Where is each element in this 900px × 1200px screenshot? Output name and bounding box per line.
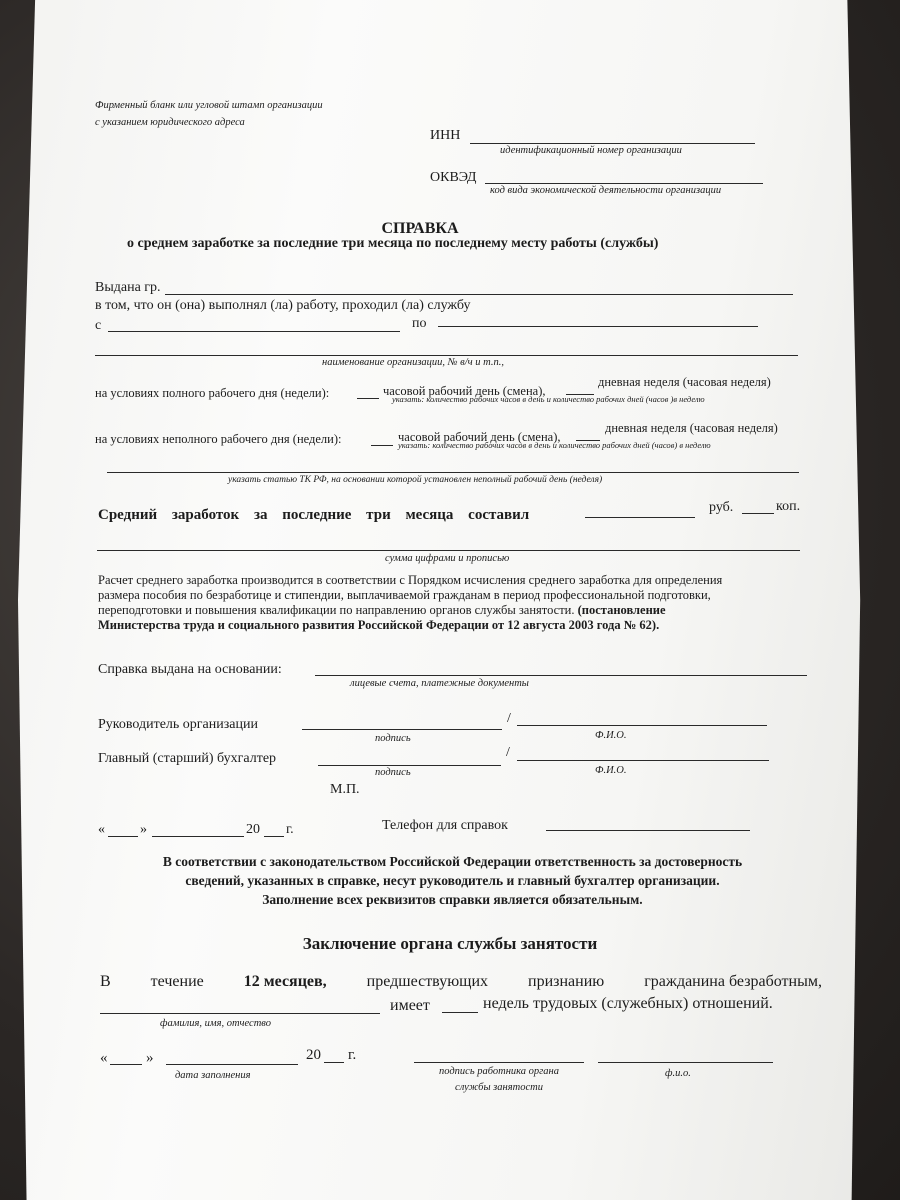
- conclusion-date-close-quote: »: [146, 1050, 154, 1066]
- accountant-sign-caption: подпись: [375, 767, 411, 778]
- responsibility-line-1: В соответствии с законодательством Российской Федерации ответственность за достоверность: [162, 854, 743, 869]
- earnings-kop-field[interactable]: [742, 513, 774, 514]
- inn-field[interactable]: [470, 143, 755, 144]
- phone-label: Телефон для справок: [382, 818, 508, 833]
- stamp-place-mark: М.П.: [330, 782, 360, 797]
- period-to-label: по: [412, 316, 427, 331]
- document-subtitle: о среднем заработке за последние три месяца по последнему месту работы (службы): [127, 236, 659, 251]
- earnings-words-field[interactable]: [97, 550, 800, 551]
- accountant-slash: /: [506, 745, 510, 760]
- full-time-caption: указать: количество рабочих часов в день и количество рабочих дней (часов )в неделю: [392, 394, 705, 404]
- okved-label: ОКВЭД: [430, 170, 477, 185]
- officer-fio-field[interactable]: [598, 1062, 773, 1063]
- full-time-label: на условиях полного рабочего дня (недели):: [95, 386, 330, 400]
- work-statement: в том, что он (она) выполнял (ла) работу, проходил (ла) службу: [95, 298, 471, 313]
- conclusion-date-year-field[interactable]: [324, 1062, 344, 1063]
- conclusion-weeks-label: недель трудовых (служебных) отношений.: [483, 995, 773, 1012]
- date-day-field[interactable]: [108, 836, 138, 837]
- conclusion-line-1: [100, 973, 822, 991]
- conclusion-fio-field[interactable]: [100, 1013, 380, 1014]
- head-fio-field[interactable]: [517, 725, 767, 726]
- citizen-name-field[interactable]: [165, 294, 793, 295]
- accountant-signature-field[interactable]: [318, 765, 501, 766]
- conclusion-date-open-quote: «: [100, 1050, 108, 1066]
- officer-sign-caption-1: подпись работника органа: [438, 1066, 559, 1077]
- basis-caption: лицевые счета, платежные документы: [350, 678, 529, 689]
- head-slash: /: [507, 711, 511, 726]
- document-title: СПРАВКА: [381, 220, 459, 237]
- head-label: Руководитель организации: [98, 717, 258, 732]
- calc-line-2: размера пособия по безработице и стипендии, выплачиваемой гражданам в период профессиональной подготовки,: [98, 588, 711, 602]
- conclusion-date-caption: дата заполнения: [175, 1070, 251, 1081]
- date-year-field[interactable]: [264, 836, 284, 837]
- conclusion-date-month-field[interactable]: [166, 1064, 298, 1065]
- officer-fio-caption: ф.и.о.: [665, 1068, 691, 1079]
- basis-field[interactable]: [315, 675, 807, 676]
- conclusion-weeks-field[interactable]: [442, 1012, 478, 1013]
- conclusion-months: 12 месяцев,: [243, 973, 327, 990]
- rub-label: руб.: [709, 500, 734, 515]
- head-fio-caption: Ф.И.О.: [595, 730, 627, 741]
- inn-caption: идентификационный номер организации: [500, 145, 682, 156]
- officer-sign-caption-2: службы занятости: [455, 1082, 543, 1093]
- organization-name-field[interactable]: [95, 355, 798, 356]
- date-year-suffix: г.: [286, 822, 294, 837]
- calc-line-1: Расчет среднего заработка производится в соответствии с Порядком исчисления среднего заработка для определения: [98, 573, 723, 587]
- calc-line-3-bold: (постановление: [577, 603, 666, 617]
- conclusion-word-6: гражданина безработным,: [644, 973, 822, 990]
- okved-field[interactable]: [485, 183, 763, 184]
- head-signature-field[interactable]: [302, 729, 502, 730]
- conclusion-title: Заключение органа службы занятости: [302, 934, 598, 953]
- full-time-week-label: дневная неделя (часовая неделя): [598, 375, 771, 389]
- calc-line-3-text: переподготовки и повышения квалификации по направлению органов службы занятости.: [98, 603, 575, 617]
- conclusion-word-2: течение: [150, 973, 204, 990]
- accountant-fio-caption: Ф.И.О.: [595, 765, 627, 776]
- tk-article-caption: указать статью ТК РФ, на основании которой установлен неполный рабочий день (неделя): [228, 475, 603, 485]
- part-time-hours-label: часовой рабочий день (смена),: [398, 430, 561, 444]
- inn-label: ИНН: [430, 128, 461, 143]
- part-time-week-label: дневная неделя (часовая неделя): [605, 421, 778, 435]
- tk-article-field[interactable]: [107, 472, 799, 473]
- part-time-hours-field[interactable]: [371, 445, 393, 446]
- kop-label: коп.: [776, 499, 801, 514]
- period-to-field[interactable]: [438, 326, 758, 327]
- conclusion-fio-caption: фамилия, имя, отчество: [160, 1018, 271, 1029]
- stamp-note-line1: Фирменный бланк или угловой штамп организации: [95, 100, 323, 111]
- calc-line-3: [98, 603, 666, 618]
- conclusion-word-5: признанию: [528, 973, 605, 990]
- full-time-hours-label: часовой рабочий день (смена),: [383, 384, 546, 398]
- part-time-caption: указать: количество рабочих часов в день и количество рабочих дней (часов) в неделю: [398, 440, 711, 450]
- part-time-label: на условиях неполного рабочего дня (недели):: [95, 432, 342, 446]
- date-close-quote: »: [140, 822, 147, 837]
- period-from-field[interactable]: [108, 331, 400, 332]
- average-earnings-label: Средний заработок за последние три месяца составил: [98, 507, 530, 523]
- earnings-caption: сумма цифрами и прописью: [385, 553, 510, 564]
- date-month-field[interactable]: [152, 836, 244, 837]
- full-time-hours-field[interactable]: [357, 398, 379, 399]
- conclusion-word-1: В: [100, 973, 111, 990]
- earnings-rub-field[interactable]: [585, 517, 695, 518]
- employment-officer-signature-field[interactable]: [414, 1062, 584, 1063]
- okved-caption: код вида экономической деятельности организации: [490, 185, 722, 196]
- conclusion-date-year-prefix: 20: [306, 1047, 321, 1063]
- responsibility-line-2: сведений, указанных в справке, несут руководитель и главный бухгалтер организации.: [185, 873, 720, 888]
- accountant-label: Главный (старший) бухгалтер: [98, 751, 277, 766]
- calc-line-4: Министерства труда и социального развития Российской Федерации от 12 августа 2003 года № 62).: [98, 618, 660, 632]
- conclusion-word-4: предшествующих: [366, 973, 489, 990]
- period-from-label: с: [95, 318, 102, 333]
- accountant-fio-field[interactable]: [517, 760, 769, 761]
- date-year-prefix: 20: [246, 822, 260, 837]
- issued-to-label: Выдана гр.: [95, 280, 161, 295]
- conclusion-date-year-suffix: г.: [348, 1047, 357, 1063]
- basis-label: Справка выдана на основании:: [98, 662, 282, 677]
- conclusion-date-day-field[interactable]: [110, 1064, 142, 1065]
- head-sign-caption: подпись: [375, 733, 411, 744]
- stamp-note-line2: с указанием юридического адреса: [95, 117, 245, 128]
- date-open-quote: «: [98, 822, 105, 837]
- responsibility-line-3: Заполнение всех реквизитов справки является обязательным.: [262, 892, 643, 907]
- phone-field[interactable]: [546, 830, 750, 831]
- organization-caption: наименование организации, № в/ч и т.п.,: [322, 357, 505, 368]
- conclusion-has-label: имеет: [390, 997, 430, 1014]
